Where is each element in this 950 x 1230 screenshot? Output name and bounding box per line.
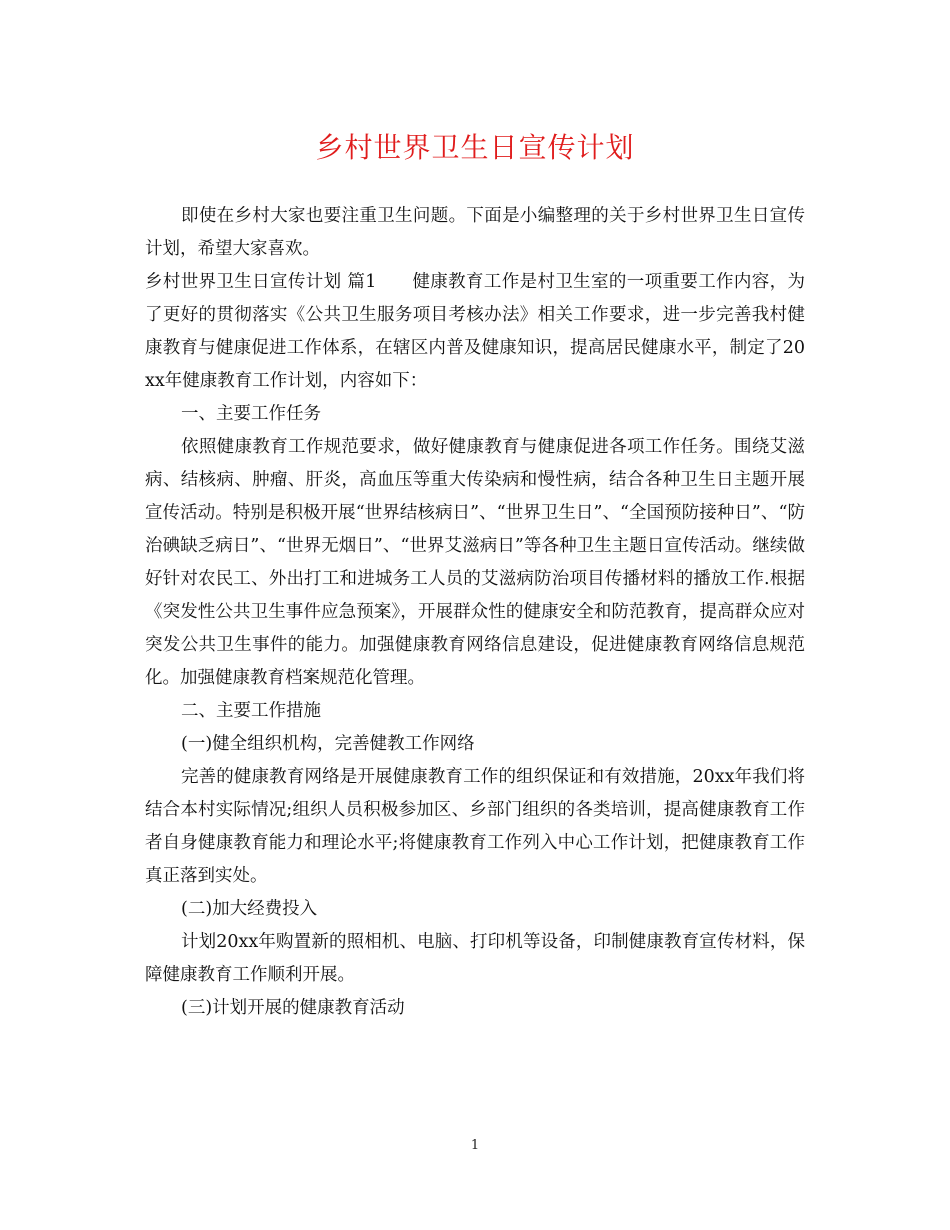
- subheading-planned-activities: (三)计划开展的健康教育活动: [181, 998, 405, 1018]
- paragraph-main-tasks: 依照健康教育工作规范要求，做好健康教育与健康促进各项工作任务。围绕艾滋病、结核病、肿瘤、肝炎，高血压等重大传染病和慢性病，结合各种卫生日主题开展宣传活动。特别是积极开展“世界结核病日”、“世界卫生日”、“全国预防接种日”、“防治碘缺乏病日”、“世界无烟日”、“世界艾滋病日”等各种卫生主题日宣传活动。继续做好针对农民工、外出打工和进城务工人员的艾滋病防治项目传播材料的播放工作.根据《突发性公共卫生事件应急预案》，开展群众性的健康安全和防范教育，提高群众应对突发公共卫生事件的能力。加强健康教育网络信息建设，促进健康教育网络信息规范化。加强健康教育档案规范化管理。: [145, 437, 805, 688]
- page-number: 1: [470, 1138, 480, 1153]
- paragraph-organization: 完善的健康教育网络是开展健康教育工作的组织保证和有效措施，20xx年我们将结合本村实际情况;组织人员积极参加区、乡部门组织的各类培训，提高健康教育工作者自身健康教育能力和理论水平;将健康教育工作列入中心工作计划，把健康教育工作真正落到实处。: [145, 767, 805, 886]
- section-heading-main-measures: 二、主要工作措施: [181, 701, 321, 721]
- document-body: [145, 200, 805, 1025]
- subheading-organization: (一)健全组织机构，完善健教工作网络: [181, 734, 475, 754]
- document-title: 乡村世界卫生日宣传计划: [315, 131, 635, 164]
- subheading-funding: (二)加大经费投入: [181, 899, 318, 919]
- intro-paragraph: 即使在乡村大家也要注重卫生问题。下面是小编整理的关于乡村世界卫生日宣传计划，希望大家喜欢。: [145, 206, 805, 259]
- section-paragraph-plan-intro: 乡村世界卫生日宣传计划 篇1 健康教育工作是村卫生室的一项重要工作内容，为了更好的贯彻落实《公共卫生服务项目考核办法》相关工作要求，进一步完善我村健康教育与健康促进工作体系，在辖区内普及健康知识，提高居民健康水平，制定了20xx年健康教育工作计划，内容如下：: [145, 272, 805, 391]
- section-heading-main-tasks: 一、主要工作任务: [181, 404, 321, 424]
- paragraph-funding: 计划20xx年购置新的照相机、电脑、打印机等设备，印制健康教育宣传材料，保障健康教育工作顺利开展。: [145, 932, 805, 985]
